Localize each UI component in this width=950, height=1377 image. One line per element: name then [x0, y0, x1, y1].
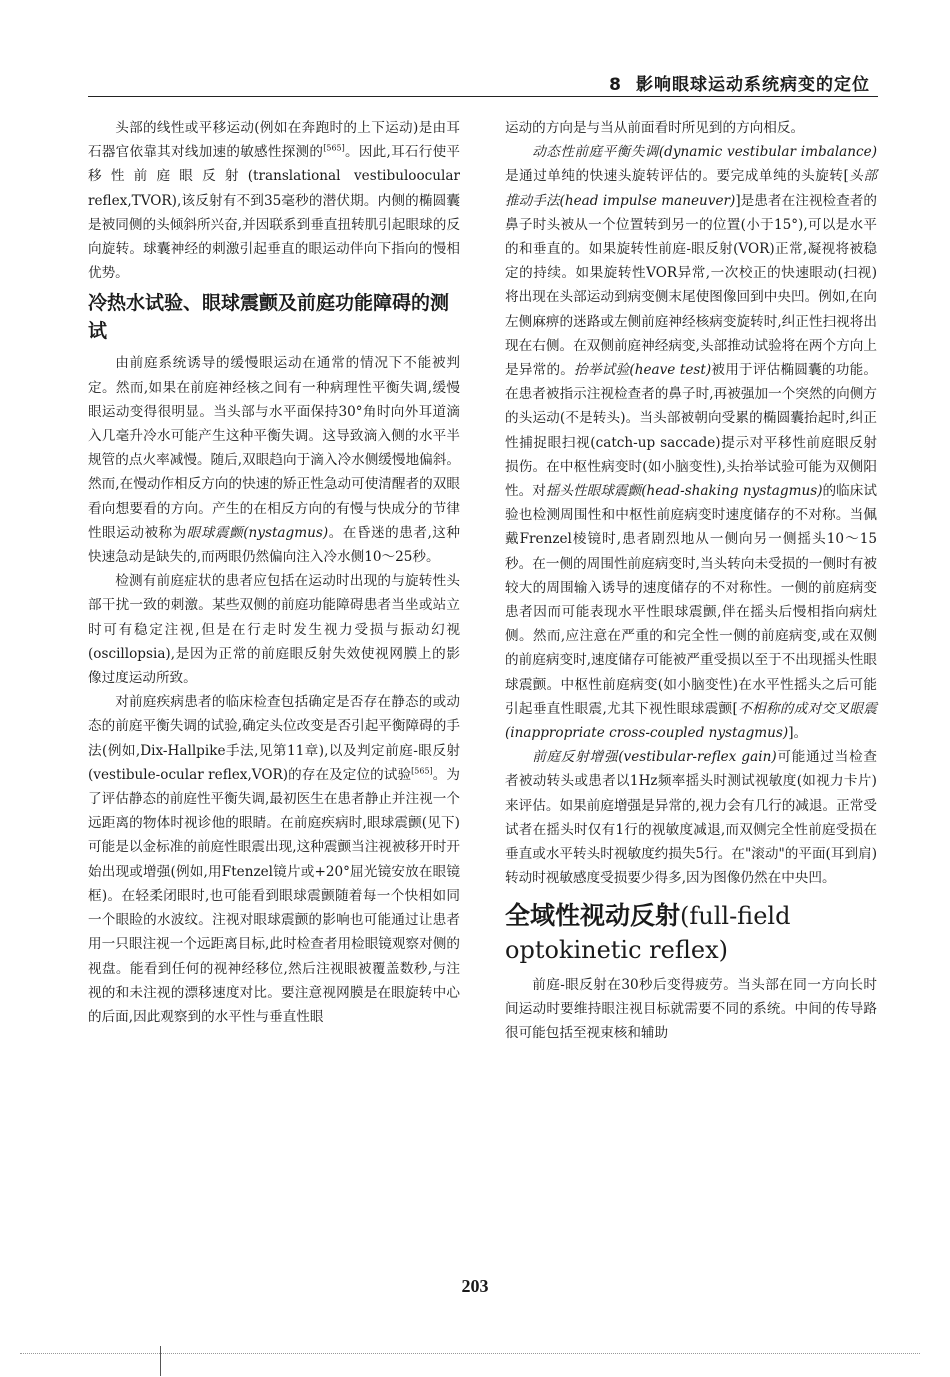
citation-ref: [565]: [323, 143, 345, 153]
chapter-title: 影响眼球运动系统病变的定位: [636, 75, 870, 95]
term-nystagmus: 眼球震颤(nystagmus): [186, 524, 329, 541]
paragraph: 前庭-眼反射在30秒后变得疲劳。当头部在同一方向长时间运动时要维持眼注视目标就需要不同的系统。中间的传导路很可能包括至视束核和辅助: [505, 976, 877, 1041]
term-dynamic-imbalance: 动态性前庭平衡失调(dynamic vestibular imbalance): [532, 144, 877, 161]
citation-ref: [565]: [411, 766, 433, 776]
term-vestibular-reflex-gain: 前庭反射增强(vestibular-reflex gain): [532, 749, 777, 766]
term-cross-coupled-nystagmus: 不相称的成对交叉眼震(inappropriate cross-coupled nystagmus): [505, 700, 878, 742]
section-heading: 全域性视动反射(full-field optokinetic reflex): [505, 900, 791, 964]
paragraph: 对前庭疾病患者的临床检查包括确定是否存在静态的或动态的前庭平衡失调的试验,确定头位改变是否引起平衡障碍的手法(例如,Dix-Hallpike手法,见第11章),以及判定前庭-眼反射(vestibule-ocular reflex,VOR)的存在及定位的试验[565]。为了评估静态的前庭性平衡失调,最初医生在患者静止并注视一个远距离的物体时视诊他的眼睛。在前庭疾病时,眼球震颤(见下)可能是以金标准的前庭性眼震出现,这种震颤当注视被移开时开始出现或增强(例如,用Ftenzel镜片或+20°屈光镜安放在眼镜框)。在轻柔闭眼时,也可能看到眼球震颤随着每一个快相如同一个眼睑的水波纹。注视对眼球震颤的影响也可能通过让患者用一只眼注视一个远距离目标,此时检查者用检眼镜观察对侧的视盘。能看到任何的视神经移位,然后注视眼被覆盖数秒,与注视的和未注视的漂移速度对比。要注意视网膜是在眼旋转中心的后面,因此观察到的水平性与垂直性眼: [88, 694, 461, 1025]
left-column: [88, 116, 460, 1029]
chapter-number: 8: [609, 75, 622, 95]
scan-mark: [160, 1346, 161, 1376]
section-heading: 冷热水试验、眼球震颤及前庭功能障碍的测试: [88, 292, 450, 343]
paragraph: 前庭反射增强(vestibular-reflex gain)可能通过当检查者被动转头或患者以1Hz频率摇头时测试视敏度(如视力卡片)来评估。如果前庭增强是异常的,视力会有几行的减退。正常受试者在摇头时仅有1行的视敏度减退,而双侧完全性前庭受损在垂直或水平转头时视敏度约损失5行。在"滚动"的平面(耳到肩)转动时视敏感度受损要少得多,因为图像仍然在中央凹。: [505, 749, 878, 887]
term-heave-test: 抬举试验(heave test): [574, 362, 712, 379]
right-column: [505, 116, 877, 1045]
paragraph: 动态性前庭平衡失调(dynamic vestibular imbalance)是通过单纯的快速头旋转评估的。要完成单纯的头旋转[头部推动手法(head impulse maneuver)]是患者在注视检查者的鼻子时头被从一个位置转到另一的位置(小于15°),可以是水平的和垂直的。如果旋转性前庭-眼反射(VOR)正常,凝视将被稳定的持续。如果旋转性VOR异常,一次校正的快速眼动(扫视)将出现在头部运动到病变侧末尾使图像回到中央凹。例如,在向左侧麻痹的迷路或左侧前庭神经核病变旋转时,纠正性扫视将出现在右侧。在双侧前庭神经病变,头部推动试验将在两个方向上是异常的。抬举试验(heave test)被用于评估椭圆囊的功能。在患者被指示注视检查者的鼻子时,再被强加一个突然的向侧方的头运动(不是转头)。当头部被朝向受累的椭圆囊抬起时,纠正性捕捉眼扫视(catch-up saccade)提示对平移性前庭眼反射损伤。在中枢性病变时(如小脑变性),头抬举试验可能为双侧阳性。对摇头性眼球震颤(head-shaking nystagmus)的临床试验也检测周围性和中枢性前庭病变时速度储存的不对称。当佩戴Frenzel棱镜时,患者剧烈地从一侧向另一侧摇头10～15秒。在一侧的周围性前庭病变时,当头转向未受损的一侧时有被较大的周围输入诱导的速度储存的不对称性。一侧的前庭病变患者因而可能表现水平性眼球震颤,伴在摇头后慢相指向病灶侧。然而,应注意在严重的和完全性一侧的前庭病变,或在双侧的前庭病变时,速度储存可能被严重受损以至于不出现摇头性眼球震颤。中枢性前庭病变(如小脑变性)在水平性摇头之后可能引起垂直性眼震,尤其下视性眼球震颤[不相称的成对交叉眼震(inappropriate cross-coupled nystagmus)]。: [505, 144, 878, 742]
term-head-shaking-nystagmus: 摇头性眼球震颤(head-shaking nystagmus): [545, 483, 823, 500]
paragraph: 由前庭系统诱导的缓慢眼运动在通常的情况下不能被判定。然而,如果在前庭神经核之间有一种病理性平衡失调,缓慢眼运动变得很明显。当头部与水平面保持30°角时向外耳道滴入几毫升冷水可能产生这种平衡失调。这导致滴入侧的水平半规管的点火率减慢。随后,双眼趋向于滴入冷水侧缓慢地偏斜。然而,在慢动作相反方向的快速的矫正性急动可使清醒者的双眼看向想要看的方向。产生的在相反方向的有慢与快成分的节律性眼运动被称为眼球震颤(nystagmus)。在昏迷的患者,这种快速急动是缺失的,而两眼仍然偏向注入冷水侧10～25秒。: [88, 355, 460, 566]
page-number: 203: [461, 1276, 489, 1296]
header-rule: [88, 96, 878, 97]
term-head-impulse: 头部推动手法(head impulse maneuver): [505, 168, 878, 209]
paragraph: 头部的线性或平移运动(例如在奔跑时的上下运动)是由耳石器官依靠其对线加速的敏感性探测的[565]。因此,耳石行使平移性前庭眼反射(translational vestibuloocular reflex,TVOR),该反射有不到35毫秒的潜伏期。内侧的椭圆囊是被同侧的头倾斜所兴奋,并因联系到垂直扭转肌引起眼球的反向旋转。球囊神经的刺激引起垂直的眼运动伴向下指向的慢相优势。: [88, 120, 461, 282]
running-head: [609, 70, 870, 95]
bottom-rule: [20, 1353, 920, 1354]
paragraph: 检测有前庭症状的患者应包括在运动时出现的与旋转性头部干扰一致的刺激。某些双侧的前庭功能障碍患者当坐或站立时可有稳定注视,但是在行走时发生视力受损与振动幻视(oscillopsia),是因为正常的前庭眼反射失效使视网膜上的影像过度运动所致。: [88, 573, 460, 687]
paragraph: 运动的方向是与当从前面看时所见到的方向相反。: [505, 120, 805, 136]
